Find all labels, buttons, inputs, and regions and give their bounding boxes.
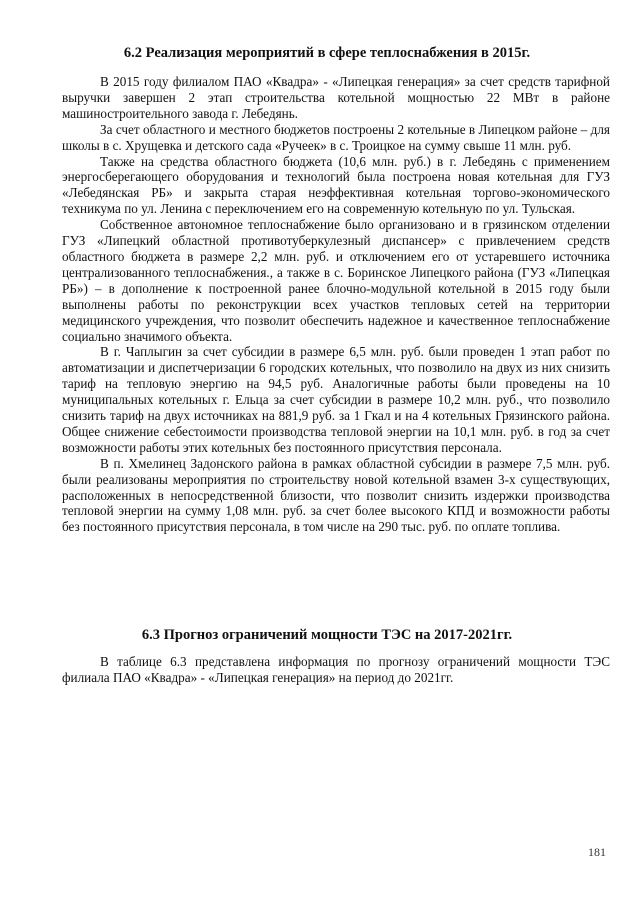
paragraph: В п. Хмелинец Задонского района в рамках областной субсидии в размере 7,5 млн. руб. были реализованы мероприятия по строительству новой котельной взамен 3-х существующих, расположенных в непосредственной близости, что позволит снизить издержки производства тепловой энергии на сумму 1,08 млн. руб. за счет более высокого КПД и возможности работы без постоянного присутствия персонала, в том числе на 290 тыс. руб. по оплате топлива. [62,455,610,535]
paragraph: Также на средства областного бюджета (10,6 млн. руб.) в г. Лебедянь с применением энергосберегающего оборудования и технологий была построена новая котельная для ГУЗ «Лебедянская РБ» и закрыта старая неэффективная котельная торгово-экономического техникума по ул. Ленина с переключением его на современную котельную по ул. Тульская. [62,153,610,217]
paragraph: В г. Чаплыгин за счет субсидии в размере 6,5 млн. руб. были проведен 1 этап работ по автоматизации и диспетчеризации 6 городских котельных, что позволило на двух из них снизить тариф на тепловую энергию на 94,5 руб. Аналогичные работы были проведены на 10 муниципальных котельных г. Ельца за счет субсидии в размере 10,2 млн. руб., что позволило снизить тариф на двух источниках на 881,9 руб. за 1 Гкал и на 4 котельных Грязинского района. Общее снижение себестоимости производства тепловой энергии на 10,1 млн. руб. в год за счет возможности работы этих котельных без постоянного присутствия персонала. [62,344,610,455]
section-6-3-body [62,654,610,686]
paragraph: Собственное автономное теплоснабжение было организовано и в грязинском отделении ГУЗ «Липецкий областной противотуберкулезный диспансер» с привлечением средств областного бюджета в размере 2,2 млн. руб. и отключением его от устаревшего источника централизованного теплоснабжения., а также в с. Боринское Липецкого района (ГУЗ «Липецкая РБ») – в дополнение к построенной ранее блочно-модульной котельной в 2015 году были выполнены работы по реконструкции всех участков тепловых сетей на территории медицинского учреждения, что позволит обеспечить надежное и качественное теплоснабжение социально значимого объекта. [62,217,610,344]
section-6-3-title: 6.3 Прогноз ограничений мощности ТЭС на 2017-2021гг. [141,627,513,643]
paragraph: В таблице 6.3 представлена информация по прогнозу ограничений мощности ТЭС филиала ПАО «Квадра» - «Липецкая генерация» на период до 2021гг. [62,654,610,685]
paragraph: За счет областного и местного бюджетов построены 2 котельные в Липецком районе – для школы в с. Хрущевка и детского сада «Ручеек» в с. Троицкое на сумму свыше 11 млн. руб. [62,121,610,153]
page-number: 181 [588,845,606,859]
section-6-2-title: 6.2 Реализация мероприятий в сфере теплоснабжения в 2015г. [123,45,531,61]
section-6-2-body [62,74,610,535]
paragraph: В 2015 году филиалом ПАО «Квадра» - «Липецкая генерация» за счет средств тарифной выручки завершен 2 этап строительства котельной мощностью 22 МВт в районе машиностроительного завода г. Лебедянь. [62,74,610,121]
